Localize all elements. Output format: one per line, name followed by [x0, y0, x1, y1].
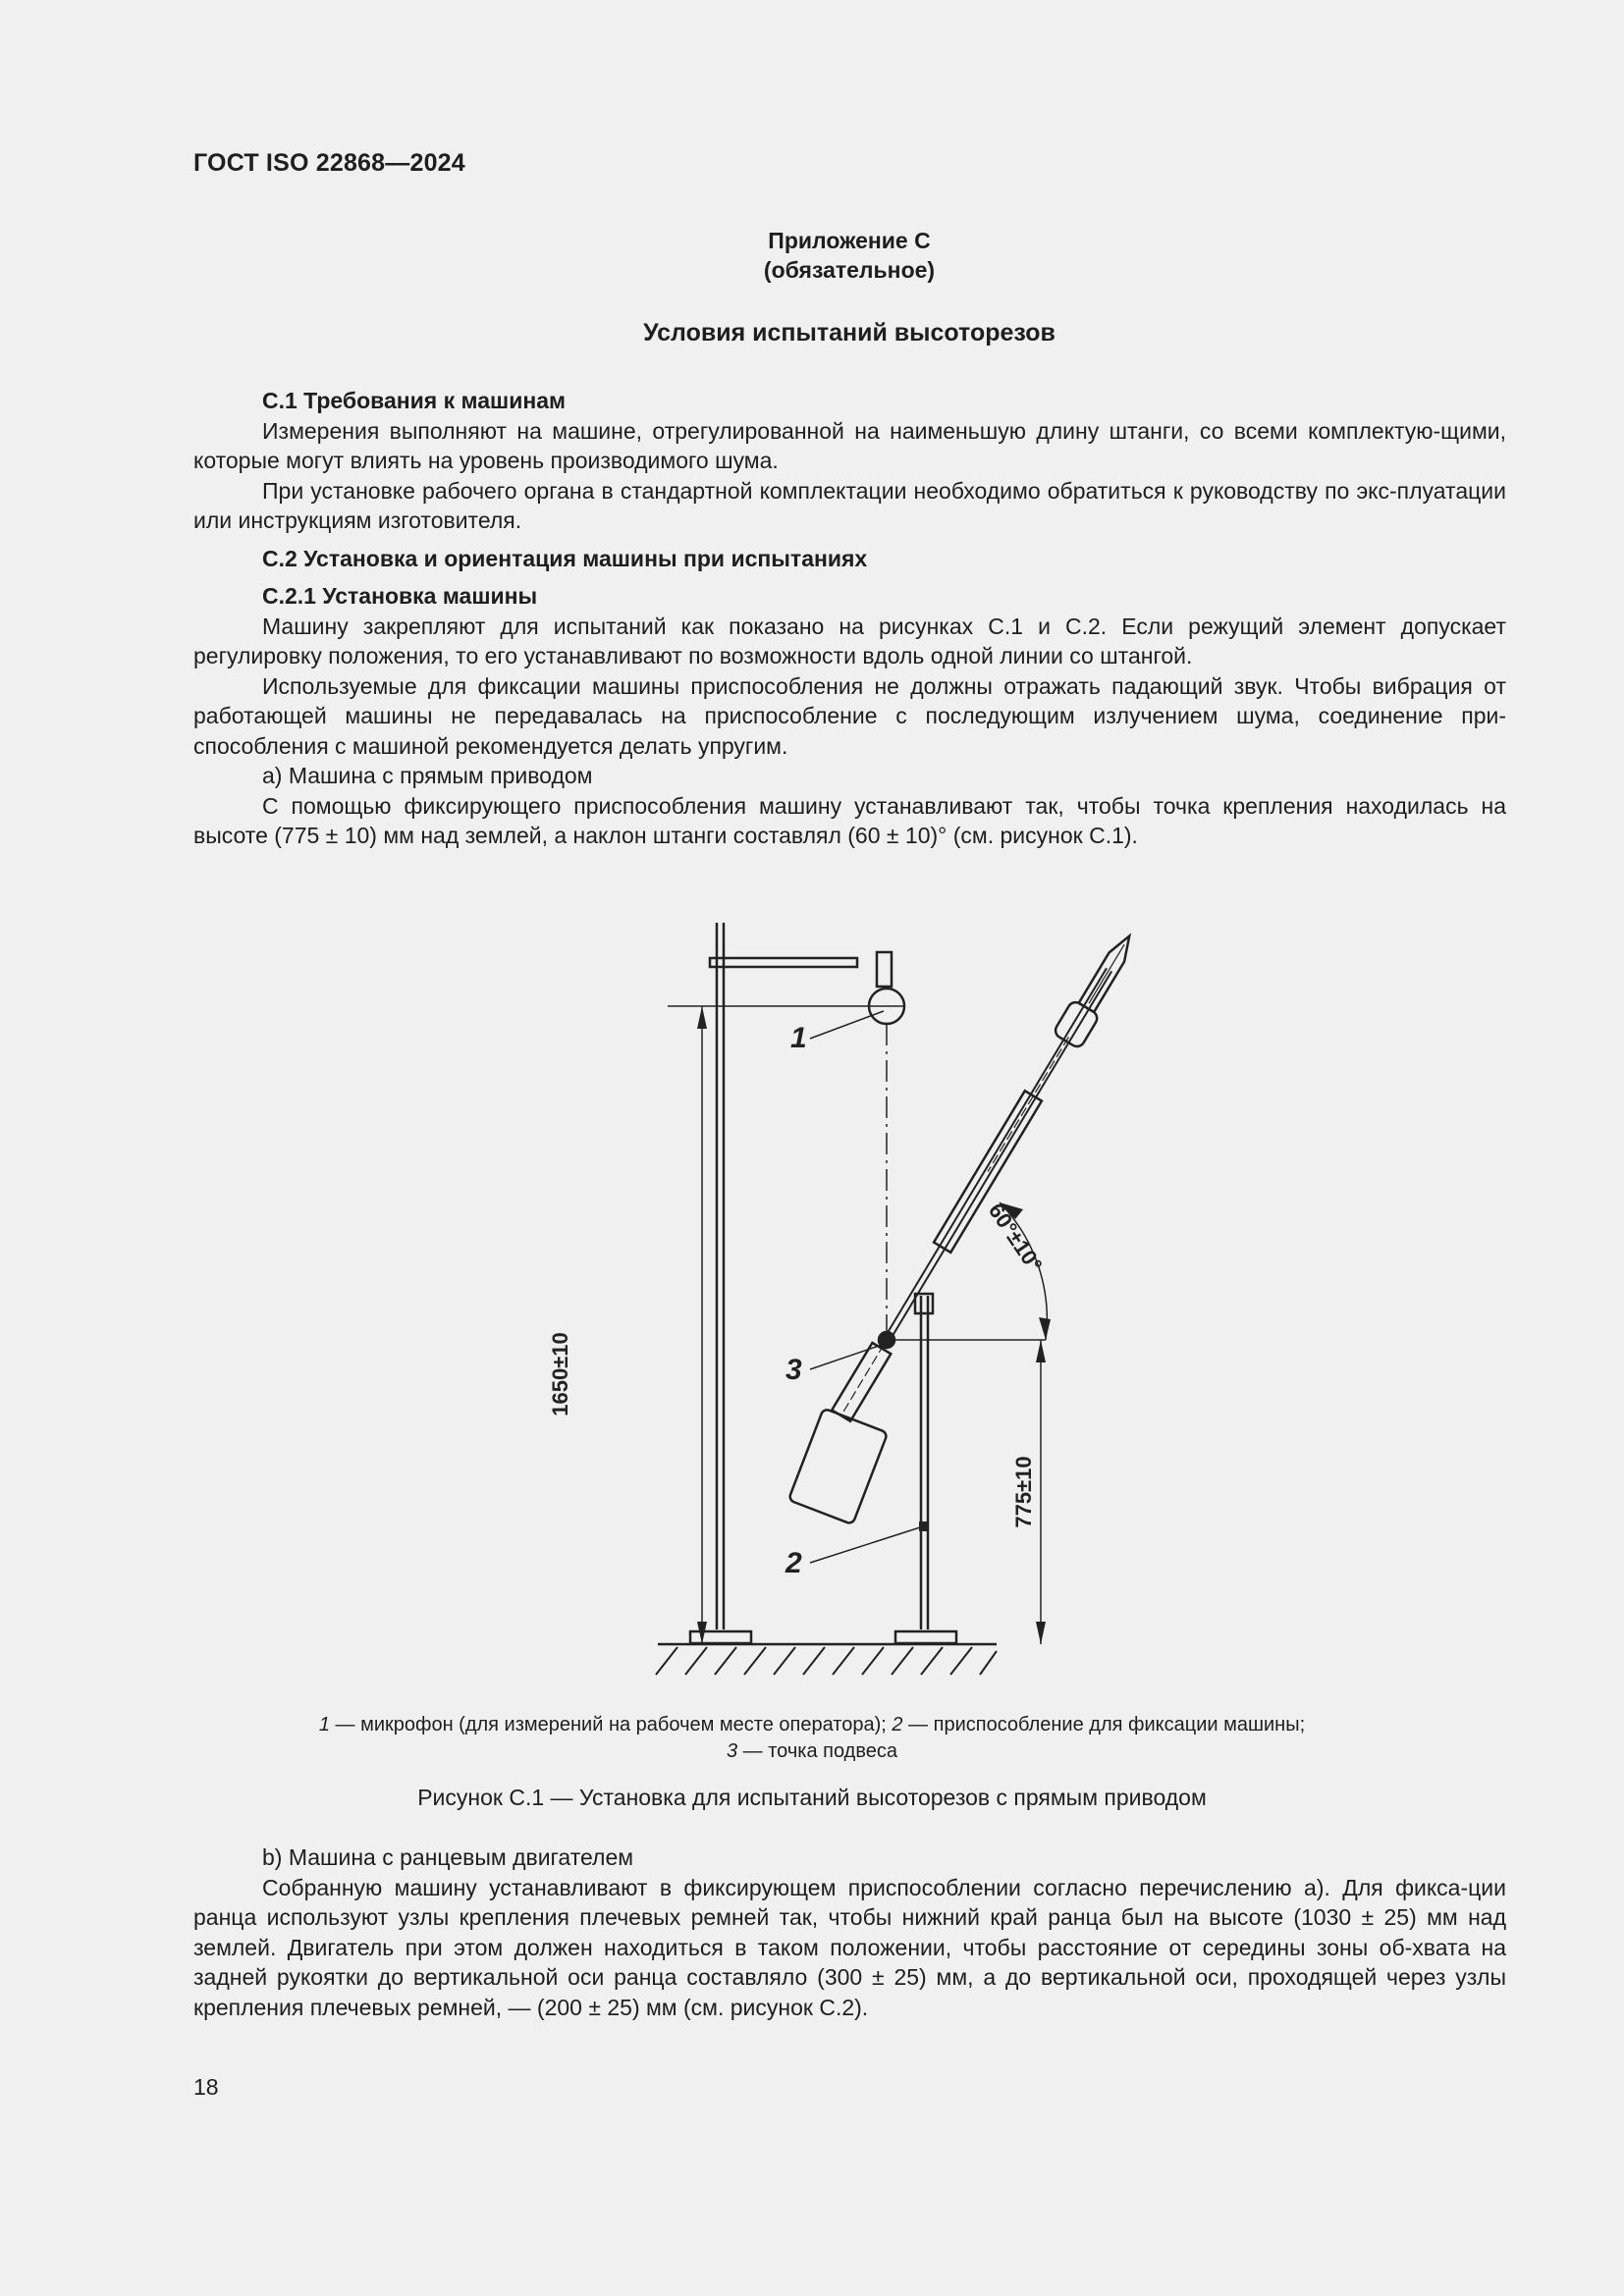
label-1: 1 — [790, 1022, 807, 1054]
pole-saw-machine — [774, 927, 1186, 1535]
figure-legend — [0, 1712, 1624, 1765]
section-c1 — [193, 386, 1506, 851]
c1-heading: С.1 Требования к машинам — [262, 388, 567, 413]
legend-line-1 — [0, 1712, 1624, 1738]
label-2: 2 — [785, 1547, 802, 1579]
leader-3 — [810, 1345, 882, 1369]
legend-text-1: — микрофон (для измерений на рабочем месте оператора); — [329, 1714, 893, 1735]
standard-header: ГОСТ ISO 22868—2024 — [193, 149, 465, 177]
c2-item-b: b) Машина с ранцевым двигателем — [262, 1844, 634, 1870]
appendix-heading — [0, 226, 1624, 285]
leader-2 — [810, 1527, 920, 1563]
figure-c1 — [550, 903, 1237, 1688]
c1-paragraph-2: При установке рабочего органа в стандартной комплектации необходимо обратиться к руководству по экс-плуатации или инструкциям изготовителя. — [193, 477, 1506, 533]
ground-hatching — [656, 1647, 997, 1675]
dimension-775-label: 775±10 — [1011, 1456, 1036, 1528]
c1-paragraph-1: Измерения выполняют на машине, отрегулированной на наименьшую длину штанги, со всеми комплектую-щими, которые могут влиять на уровень производимого шума. — [193, 417, 1506, 473]
section-title: Условия испытаний высоторезов — [643, 319, 1056, 347]
legend-number-1: 1 — [318, 1714, 330, 1735]
c2-paragraph-3: С помощью фиксирующего приспособления машину устанавливают так, чтобы точка крепления находилась на высоте (775 ± 10) мм над землей, а наклон штанги составлял (60 ± 10)° (см. рисунок С.1). — [193, 792, 1506, 848]
label-3: 3 — [785, 1354, 802, 1386]
gear-head — [1053, 999, 1100, 1049]
c21-heading: С.2.1 Установка машины — [262, 583, 538, 609]
appendix-title: Приложение С — [768, 228, 931, 253]
section-c2-continued — [193, 1842, 1506, 2022]
c2-item-a: a) Машина с прямым приводом — [262, 763, 593, 788]
leader-1 — [810, 1011, 884, 1039]
dimension-1650-label: 1650±10 — [550, 1332, 572, 1416]
angle-label: 60°±10° — [983, 1199, 1048, 1277]
legend-number-3: 3 — [727, 1740, 738, 1762]
page-number: 18 — [193, 2074, 219, 2100]
figure-c1-drawing — [550, 903, 1237, 1688]
appendix-status: (обязательное) — [763, 257, 936, 283]
c2-heading: С.2 Установка и ориентация машины при испытаниях — [262, 545, 868, 571]
fixture-stand — [895, 1294, 956, 1643]
c2-paragraph-1: Машину закрепляют для испытаний как показано на рисунках С.1 и С.2. Если режущий элемент допускает регулировку положения, то его устанавливают по возможности вдоль одной линии со штангой. — [193, 613, 1506, 668]
legend-text-2: — приспособление для фиксации машины; — [902, 1714, 1306, 1735]
legend-line-2 — [0, 1738, 1624, 1765]
legend-number-2: 2 — [892, 1714, 903, 1735]
legend-text-3: — точка подвеса — [737, 1740, 897, 1762]
engine-block — [788, 1409, 888, 1524]
c2-paragraph-4: Собранную машину устанавливают в фиксирующем приспособлении согласно перечислению а). Для фикса-ции ранца используют узлы крепления плечевых ремней так, чтобы нижний край ранца был на высоте (1030 ± 25) мм над землей. Двигатель при этом должен находиться в таком положении, чтобы расстояние от середины зоны об-хвата на задней рукоятки до вертикальной оси ранца составляло (300 ± 25) мм, а до вертикальной оси, проходящей через узлы крепления плечевых ремней, — (200 ± 25) мм (см. рисунок С.2). — [193, 1874, 1506, 2020]
c2-paragraph-2: Используемые для фиксации машины приспособления не должны отражать падающий звук. Чтобы вибрация от работающей машины не передавалась на приспособление с последующим излучением шума, соединение при-способления с машиной рекомендуется делать упругим. — [193, 672, 1506, 759]
figure-caption: Рисунок С.1 — Установка для испытаний высоторезов с прямым приводом — [417, 1785, 1207, 1810]
